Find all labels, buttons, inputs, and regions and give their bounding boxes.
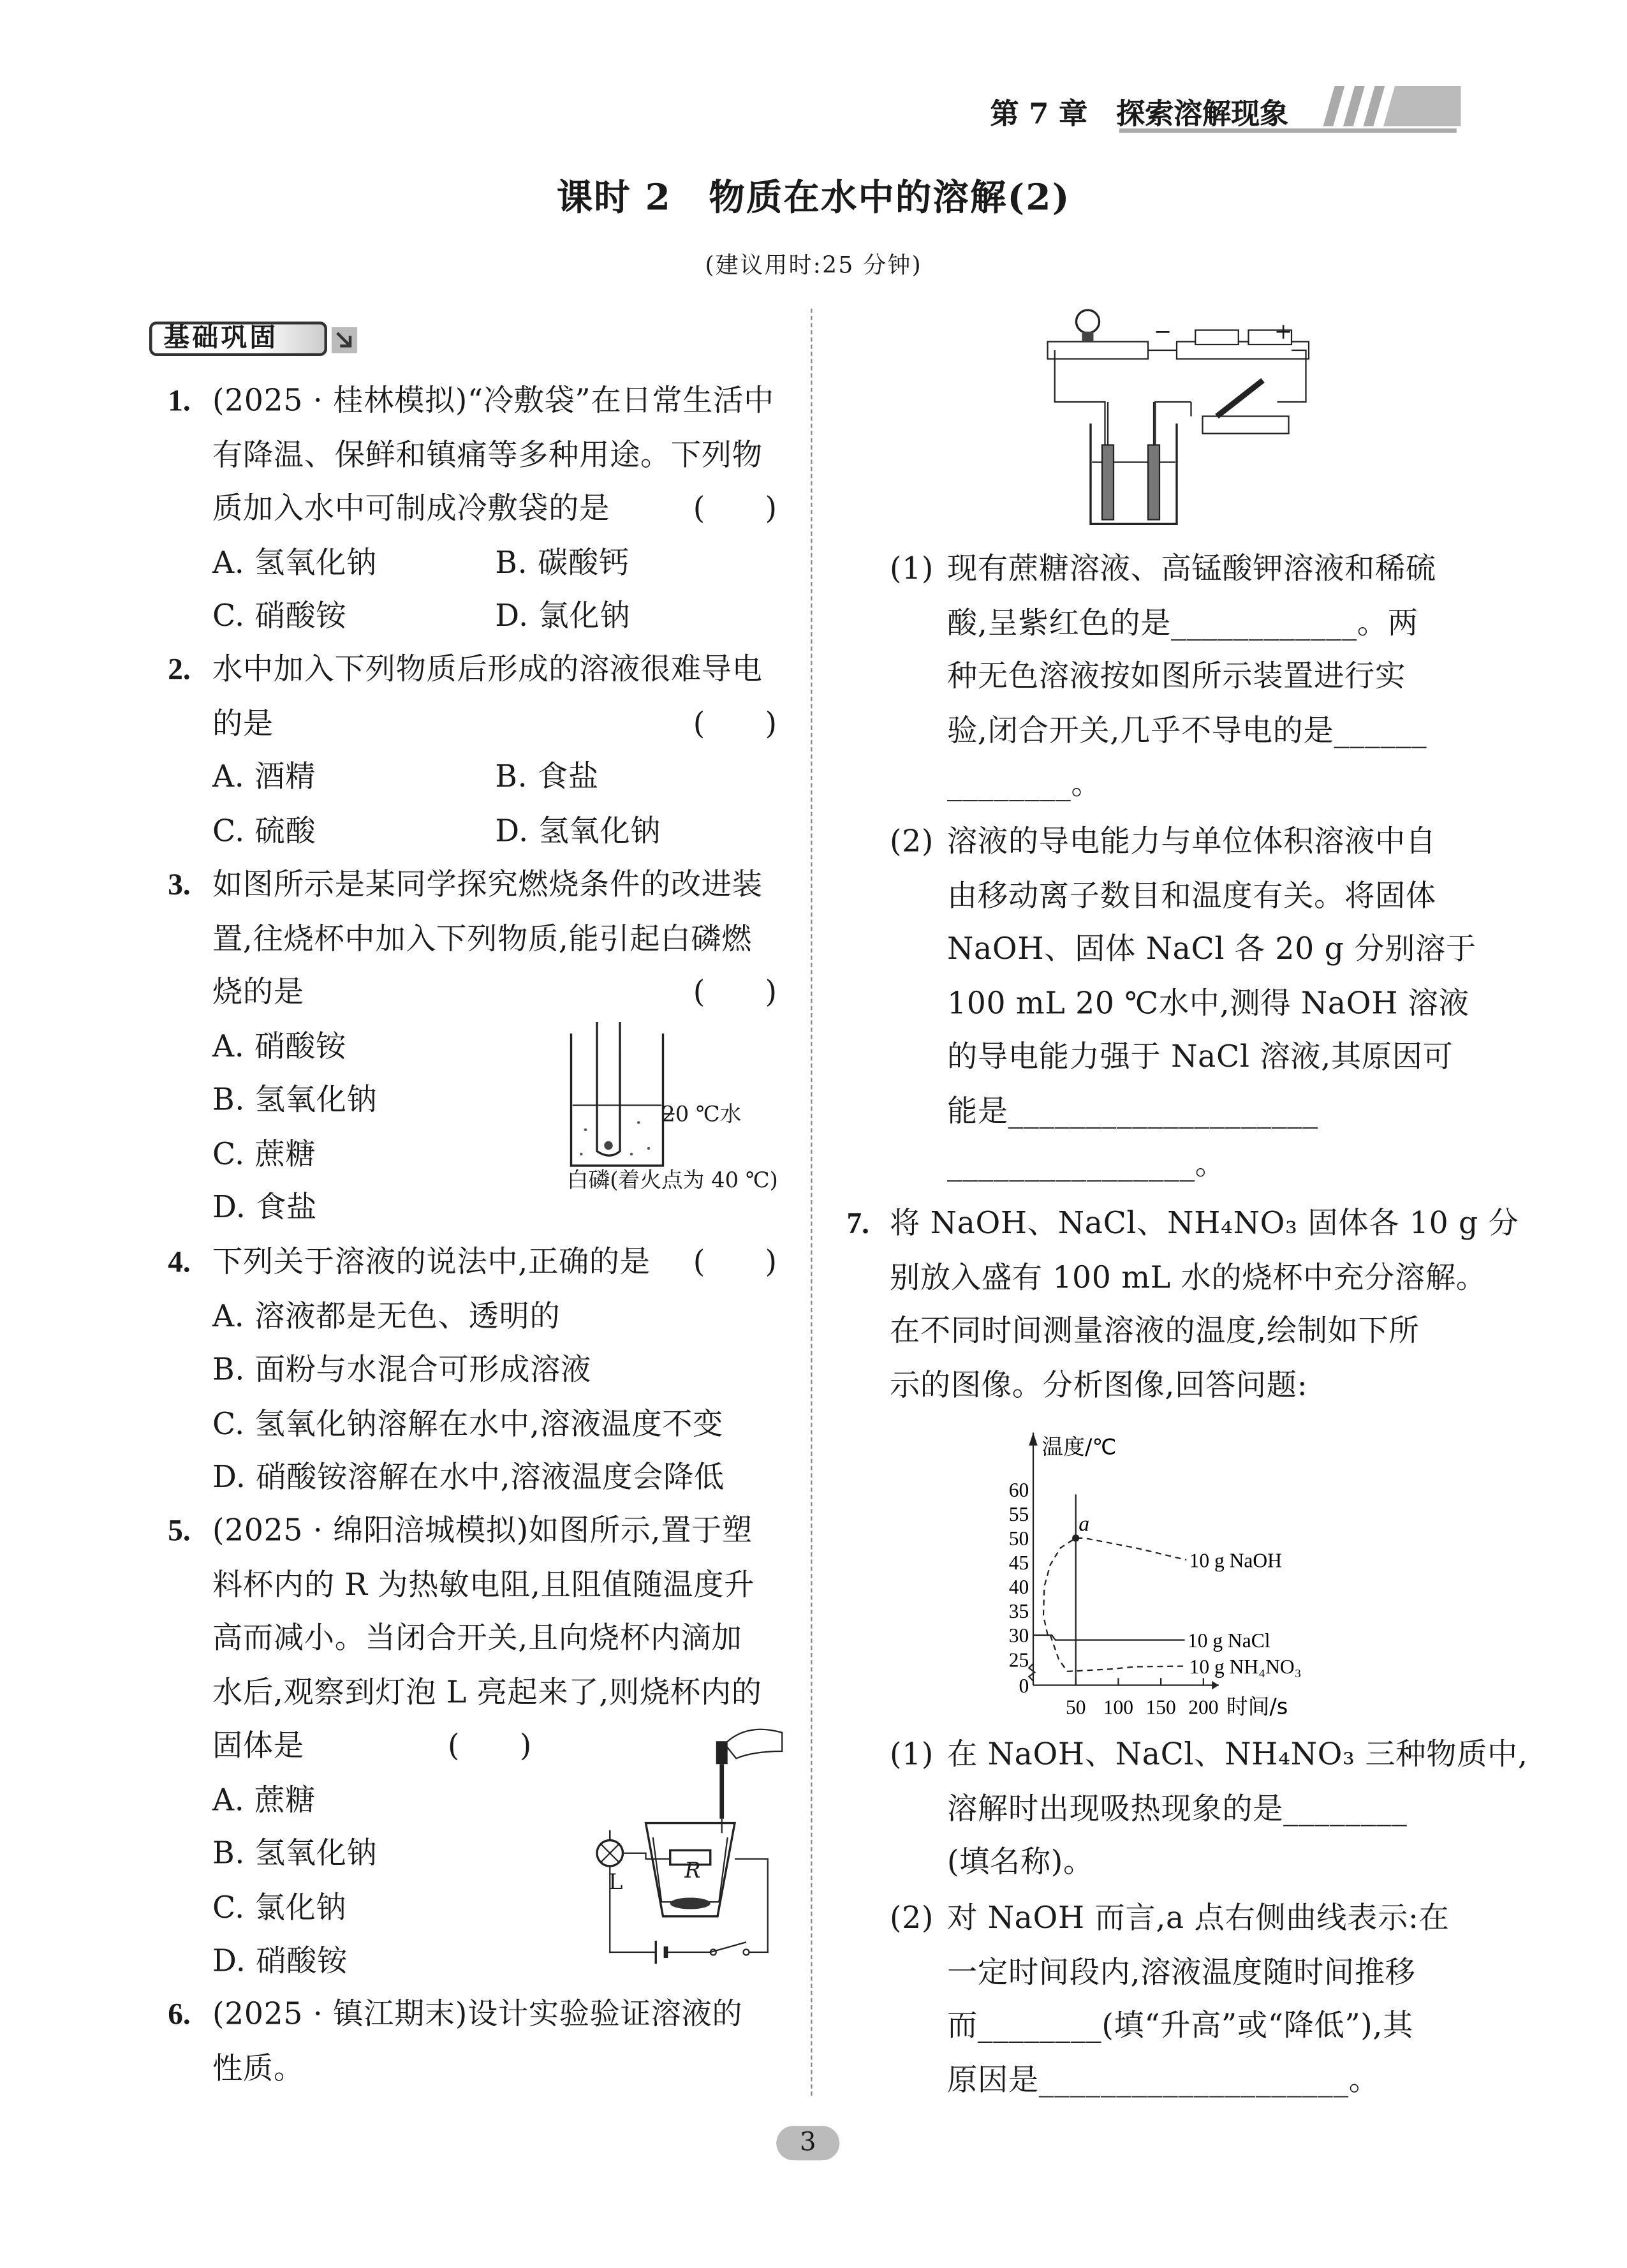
header-decoration (1105, 84, 1464, 135)
sub-question-text-line: 在 NaOH、NaCl、NH₄NO₃ 三种物质中, (947, 1737, 1528, 1772)
question-text-line: (2025 · 绵阳涪城模拟)如图所示,置于塑 (212, 1513, 753, 1548)
section-badge (149, 322, 327, 356)
question-number: 4. (168, 1244, 191, 1279)
plus-label: + (1274, 318, 1293, 345)
sub-question-text-line: 而________(填“升高”或“降低”),其 (947, 2008, 1414, 2043)
option-c[interactable]: C. 硫酸 (212, 813, 316, 848)
option-a[interactable]: A. 硝酸铵 (212, 1028, 346, 1064)
y-tick-label: 60 (1008, 1479, 1029, 1502)
question-text-line: 置,往烧杯中加入下列物质,能引起白磷燃 (212, 921, 753, 956)
q5-lamp-label: L (608, 1869, 623, 1895)
arrow-icon (332, 327, 358, 353)
sub-question-label: (1) (890, 1737, 934, 1772)
sub-question-text-line: 溶液的导电能力与单位体积溶液中自 (947, 824, 1436, 859)
sub-question-text-line: ________________。 (947, 1146, 1226, 1182)
sub-question-label: (2) (890, 1901, 934, 1935)
y-tick-label: 25 (1008, 1649, 1029, 1671)
sub-question-text-line: ________。 (947, 766, 1102, 801)
option-c[interactable]: C. 蔗糖 (212, 1136, 316, 1171)
series-line-0 (1043, 1538, 1186, 1635)
sub-question-text-line: 由移动离子数目和温度有关。将固体 (947, 877, 1436, 912)
question-number: 3. (168, 867, 191, 901)
suggested-time: (建议用时:25 分钟) (705, 251, 922, 279)
option-c[interactable]: C. 氢氧化钠溶解在水中,溶液温度不变 (212, 1405, 724, 1441)
question-number: 6. (168, 1996, 191, 2031)
option-d[interactable]: D. 食盐 (212, 1190, 318, 1225)
question-text-line: 高而减小。当闭合开关,且向烧杯内滴加 (212, 1620, 742, 1656)
question-text-line: 有降温、保鲜和镇痛等多种用途。下列物 (212, 437, 763, 472)
answer-paren[interactable]: ( ) (693, 974, 777, 1009)
question-text-line: 别放入盛有 100 mL 水的烧杯中充分溶解。 (890, 1259, 1487, 1294)
question-text-line: 质加入水中可制成冷敷袋的是 (212, 491, 610, 526)
x-tick-label: 50 (1065, 1696, 1086, 1719)
y-tick-label: 50 (1008, 1527, 1029, 1550)
y-tick-label: 35 (1008, 1600, 1029, 1623)
sub-question-text-line: 种无色溶液按如图所示装置进行实 (947, 658, 1406, 693)
page-title: 课时 2 物质在水中的溶解(2) (556, 176, 1071, 218)
option-a[interactable]: A. 酒精 (212, 759, 316, 794)
sub-question-text-line: 对 NaOH 而言,a 点右侧曲线表示:在 (947, 1901, 1450, 1935)
question-number: 5. (168, 1513, 191, 1548)
question-text-line: 水中加入下列物质后形成的溶液很难导电 (212, 651, 763, 686)
y-tick-label: 40 (1008, 1576, 1029, 1599)
y-tick-label: 30 (1008, 1624, 1029, 1647)
question-text-line: 如图所示是某同学探究燃烧条件的改进装 (212, 867, 763, 901)
question-text-line: 固体是 (212, 1728, 304, 1763)
question-text-line: (2025 · 镇江期末)设计实验验证溶液的 (212, 1996, 743, 2031)
chapter-header: 第 7 章 探索溶解现象 (990, 96, 1289, 131)
page-number: 3 (799, 2127, 816, 2158)
option-d[interactable]: D. 氢氧化钠 (495, 813, 661, 848)
page-number-pill (776, 2126, 839, 2160)
question-text-line: 的是 (212, 705, 274, 740)
series-label: 10 g NH₄NO₃ (1189, 1655, 1302, 1678)
q3-figure-caption: 白磷(着火点为 40 ℃) (566, 1167, 778, 1193)
option-d[interactable]: D. 硝酸铵溶解在水中,溶液温度会降低 (212, 1460, 725, 1495)
sub-question-text-line: 溶解时出现吸热现象的是________ (947, 1790, 1408, 1825)
x-tick-label: 150 (1145, 1696, 1176, 1719)
temperature-time-chart (990, 1428, 1364, 1719)
option-c[interactable]: C. 氯化钠 (212, 1890, 347, 1925)
q5-resistor-label: R (684, 1857, 701, 1883)
sub-question-label: (1) (890, 551, 934, 586)
series-label: 10 g NaCl (1187, 1629, 1270, 1652)
answer-paren[interactable]: ( ) (693, 705, 777, 740)
option-d[interactable]: D. 氯化钠 (495, 598, 631, 634)
point-a-label: a (1079, 1512, 1090, 1536)
sub-question-text-line: 原因是____________________。 (947, 2062, 1380, 2097)
question-text-line: 示的图像。分析图像,回答问题: (890, 1367, 1308, 1402)
question-text-line: 水后,观察到灯泡 L 亮起来了,则烧杯内的 (212, 1674, 762, 1709)
option-a[interactable]: A. 溶液都是无色、透明的 (212, 1298, 561, 1333)
sub-question-text-line: 一定时间段内,溶液温度随时间推移 (947, 1954, 1416, 1989)
option-b[interactable]: B. 氢氧化钠 (212, 1082, 378, 1117)
option-b[interactable]: B. 碳酸钙 (495, 544, 629, 579)
answer-paren[interactable]: ( ) (693, 491, 777, 526)
option-a[interactable]: A. 蔗糖 (212, 1782, 316, 1817)
sub-question-text-line: 酸,呈紫红色的是____________。两 (947, 605, 1418, 640)
q3-beaker-figure (560, 1022, 675, 1173)
sub-question-text-line: 的导电能力强于 NaCl 溶液,其原因可 (947, 1039, 1454, 1074)
question-text-line: 料杯内的 R 为热敏电阻,且阻值随温度升 (212, 1566, 755, 1601)
y-axis-arrow (1029, 1433, 1038, 1446)
option-b[interactable]: B. 氢氧化钠 (212, 1835, 378, 1871)
question-text-line: 性质。 (212, 2050, 304, 2086)
question-text-line: 将 NaOH、NaCl、NH₄NO₃ 固体各 10 g 分 (890, 1206, 1519, 1240)
question-number: 1. (168, 383, 191, 418)
x-axis-label: 时间/s (1226, 1694, 1288, 1719)
question-text-line: 烧的是 (212, 974, 304, 1009)
answer-paren[interactable]: ( ) (448, 1728, 532, 1763)
x-axis-arrow (1212, 1681, 1219, 1690)
x-tick-label: 200 (1188, 1696, 1219, 1719)
y-tick-label: 0 (1019, 1674, 1029, 1697)
answer-paren[interactable]: ( ) (693, 1244, 777, 1279)
series-line-1 (1033, 1635, 1185, 1640)
sub-question-text-line: 验,闭合开关,几乎不导电的是______ (947, 713, 1427, 748)
option-b[interactable]: B. 面粉与水混合可形成溶液 (212, 1352, 591, 1387)
q3-water-label: 20 ℃水 (661, 1101, 742, 1127)
y-tick-label: 55 (1008, 1503, 1029, 1526)
question-text-line: 下列关于溶液的说法中,正确的是 (212, 1244, 651, 1279)
question-text-line: (2025 · 桂林模拟)“冷敷袋”在日常生活中 (212, 383, 774, 418)
minus-label: − (1154, 318, 1172, 345)
option-c[interactable]: C. 硝酸铵 (212, 598, 347, 634)
sub-question-label: (2) (890, 824, 934, 859)
column-divider (811, 309, 812, 2096)
option-a[interactable]: A. 氢氧化钠 (212, 544, 377, 579)
y-axis-label: 温度/℃ (1042, 1434, 1117, 1460)
option-b[interactable]: B. 食盐 (495, 759, 599, 794)
sub-question-text-line: (填名称)。 (947, 1844, 1094, 1879)
sub-question-text-line: 100 mL 20 ℃水中,测得 NaOH 溶液 (947, 985, 1469, 1020)
y-tick-label: 45 (1008, 1552, 1029, 1575)
question-number: 2. (168, 651, 191, 686)
q5-circuit-figure (567, 1716, 790, 1974)
sub-question-text-line: 现有蔗糖溶液、高锰酸钾溶液和稀硫 (947, 551, 1436, 586)
sub-question-text-line: NaOH、固体 NaCl 各 20 g 分别溶于 (947, 931, 1476, 967)
section-badge-label: 基础巩固 (163, 323, 279, 353)
question-text-line: 在不同时间测量溶液的温度,绘制如下所 (890, 1313, 1420, 1348)
question-number: 7. (846, 1206, 869, 1240)
sub-question-text-line: 能是____________________ (947, 1093, 1318, 1128)
option-d[interactable]: D. 硝酸铵 (212, 1943, 348, 1978)
series-label: 10 g NaOH (1189, 1549, 1282, 1572)
x-tick-label: 100 (1103, 1696, 1134, 1719)
